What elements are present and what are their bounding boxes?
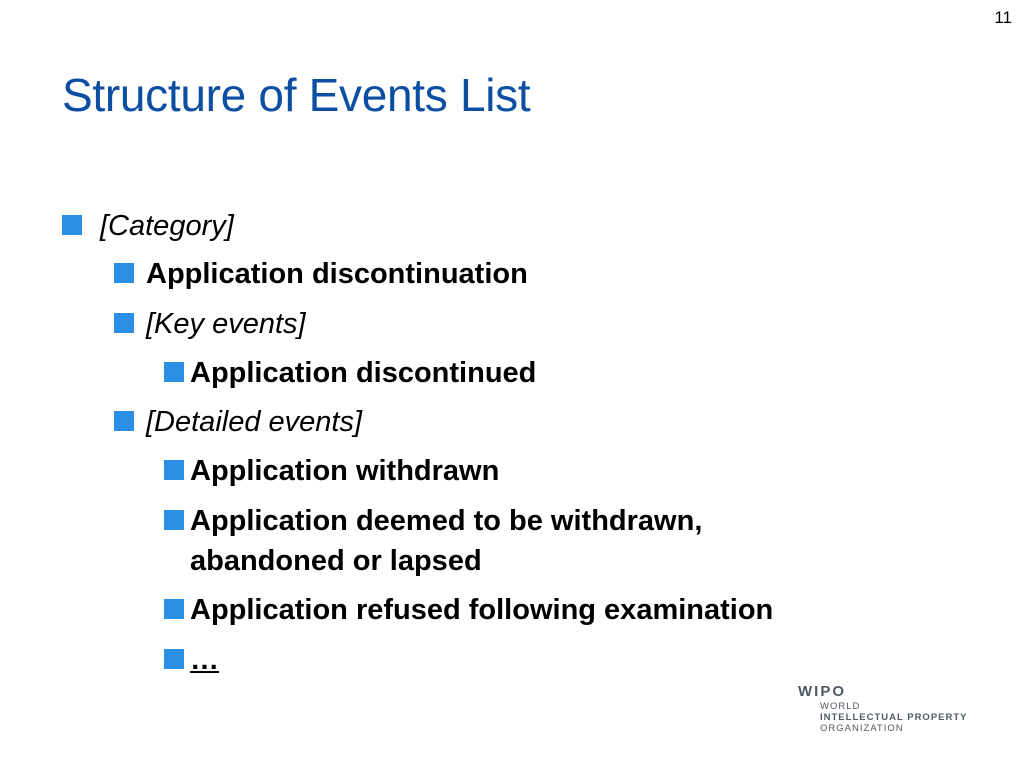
logo-lines [820, 701, 968, 734]
square-bullet-icon [164, 460, 184, 480]
category-label: [Category] [100, 210, 234, 242]
bullet-item-key-events [114, 304, 306, 344]
square-bullet-icon [164, 362, 184, 382]
slide-title: Structure of Events List [62, 69, 531, 121]
bullet-item-category [62, 206, 234, 246]
square-bullet-icon [114, 263, 134, 283]
square-bullet-icon [164, 649, 184, 669]
detailed-event-text: Application withdrawn [190, 455, 500, 487]
square-bullet-icon [114, 313, 134, 333]
bullet-item-category-value [114, 254, 528, 294]
square-bullet-icon [164, 599, 184, 619]
square-bullet-icon [164, 510, 184, 530]
logo-line-3: ORGANIZATION [820, 723, 904, 734]
category-value: Application discontinuation [146, 258, 528, 290]
key-events-label: [Key events] [146, 308, 306, 340]
detailed-event-text: Application deemed to be withdrawn, abandoned or lapsed [190, 505, 703, 577]
square-bullet-icon [62, 215, 82, 235]
detailed-events-label: [Detailed events] [146, 406, 363, 438]
detailed-event-text: Application refused following examination [190, 594, 774, 626]
logo-line-2: INTELLECTUAL PROPERTY [820, 712, 968, 723]
key-event-text: Application discontinued [190, 357, 537, 389]
bullet-item-detailed-events [114, 402, 362, 442]
bullet-item-key-event-1 [164, 353, 536, 393]
bullet-item-detailed-event-3 [164, 590, 773, 630]
page-number: 11 [994, 8, 1012, 27]
bullet-item-detailed-event-2 [164, 501, 810, 581]
logo-line-1: WORLD [820, 701, 861, 712]
bullet-item-detailed-event-1 [164, 451, 499, 491]
wipo-logo [798, 683, 968, 734]
bullet-item-detailed-event-more [164, 640, 219, 680]
ellipsis-text: … [190, 644, 219, 676]
square-bullet-icon [114, 411, 134, 431]
logo-acronym: WIPO [798, 683, 846, 700]
